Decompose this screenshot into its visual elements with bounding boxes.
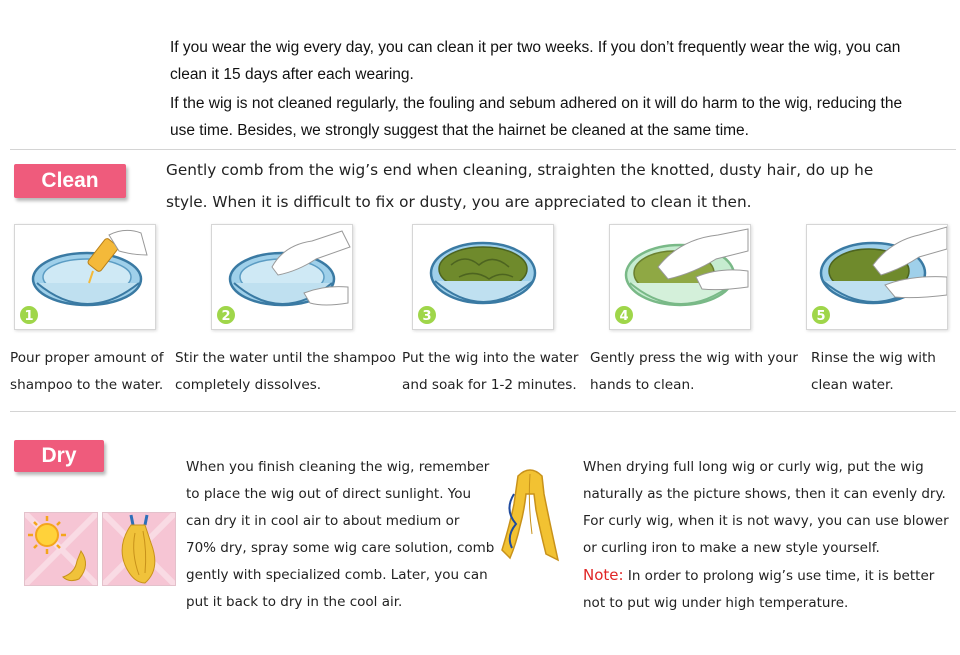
intro-text-block — [170, 34, 910, 144]
hanging-hair-illustration — [102, 512, 176, 586]
divider-middle — [10, 411, 956, 412]
step-5-caption: Rinse the wig with clean water. — [811, 350, 936, 393]
step-4-caption: Gently press the wig with your hands to clean. — [590, 350, 798, 393]
dry-instructions-right: When drying full long wig or curly wig, put the wig naturally as the picture shows, then it can evenly dry. For curly wig, when it is not wavy, you can use blower or curling iron to make a new style yourself. Note: In order to prolong wig’s use time, it is better not to put wig under high temperature. — [583, 454, 953, 617]
dry-section-tag: Dry — [14, 440, 104, 472]
step-1-caption: Pour proper amount of shampoo to the water. — [10, 350, 164, 393]
divider-top — [10, 149, 956, 150]
svg-text:5: 5 — [816, 309, 826, 324]
step-2-illustration — [211, 224, 353, 330]
note-line-2: not to put wig under high temperature. — [583, 595, 849, 611]
intro-line-regular-cleaning: If the wig is not cleaned regularly, the fouling and sebum adhered on it will do harm to the wig, reducing the use time. Besides, we strongly suggest that the hairnet be cleaned at the same time. — [170, 95, 903, 139]
note-text: In order to prolong wig’s use time, it is better — [623, 568, 935, 584]
intro-line-frequency: If you wear the wig every day, you can clean it per two weeks. If you don’t frequently wear the wig, you can clean it 15 days after each wearing. — [170, 39, 901, 83]
svg-text:2: 2 — [221, 309, 231, 324]
step-3-caption: Put the wig into the water and soak for 1-2 minutes. — [402, 350, 579, 393]
step-2-caption: Stir the water until the shampoo completely dissolves. — [175, 350, 396, 393]
step-5-illustration — [806, 224, 948, 330]
long-wig-drying-illustration — [494, 464, 566, 564]
clean-section-tag: Clean — [14, 164, 126, 198]
svg-text:4: 4 — [619, 309, 629, 324]
clean-description-line2: style. When it is difficult to fix or dusty, you are appreciated to clean it then. — [166, 193, 752, 211]
clean-description-line1: Gently comb from the wig’s end when cleaning, straighten the knotted, dusty hair, do up he — [166, 161, 874, 179]
svg-text:1: 1 — [24, 309, 34, 324]
note-line — [583, 562, 953, 590]
note-label: Note: — [583, 566, 624, 584]
step-3-illustration — [412, 224, 554, 330]
dry-instructions-left: When you finish cleaning the wig, remember to place the wig out of direct sunlight. You can dry it in cool air to about medium or 70% dry, spray some wig care solution, comb gently with specialized comb. Later, you can put it back to dry in the cool air. — [186, 459, 495, 610]
step-1-illustration — [14, 224, 156, 330]
svg-text:3: 3 — [422, 309, 432, 324]
clean-description — [166, 154, 926, 218]
step-4-illustration — [609, 224, 751, 330]
sun-hair-illustration — [24, 512, 98, 586]
